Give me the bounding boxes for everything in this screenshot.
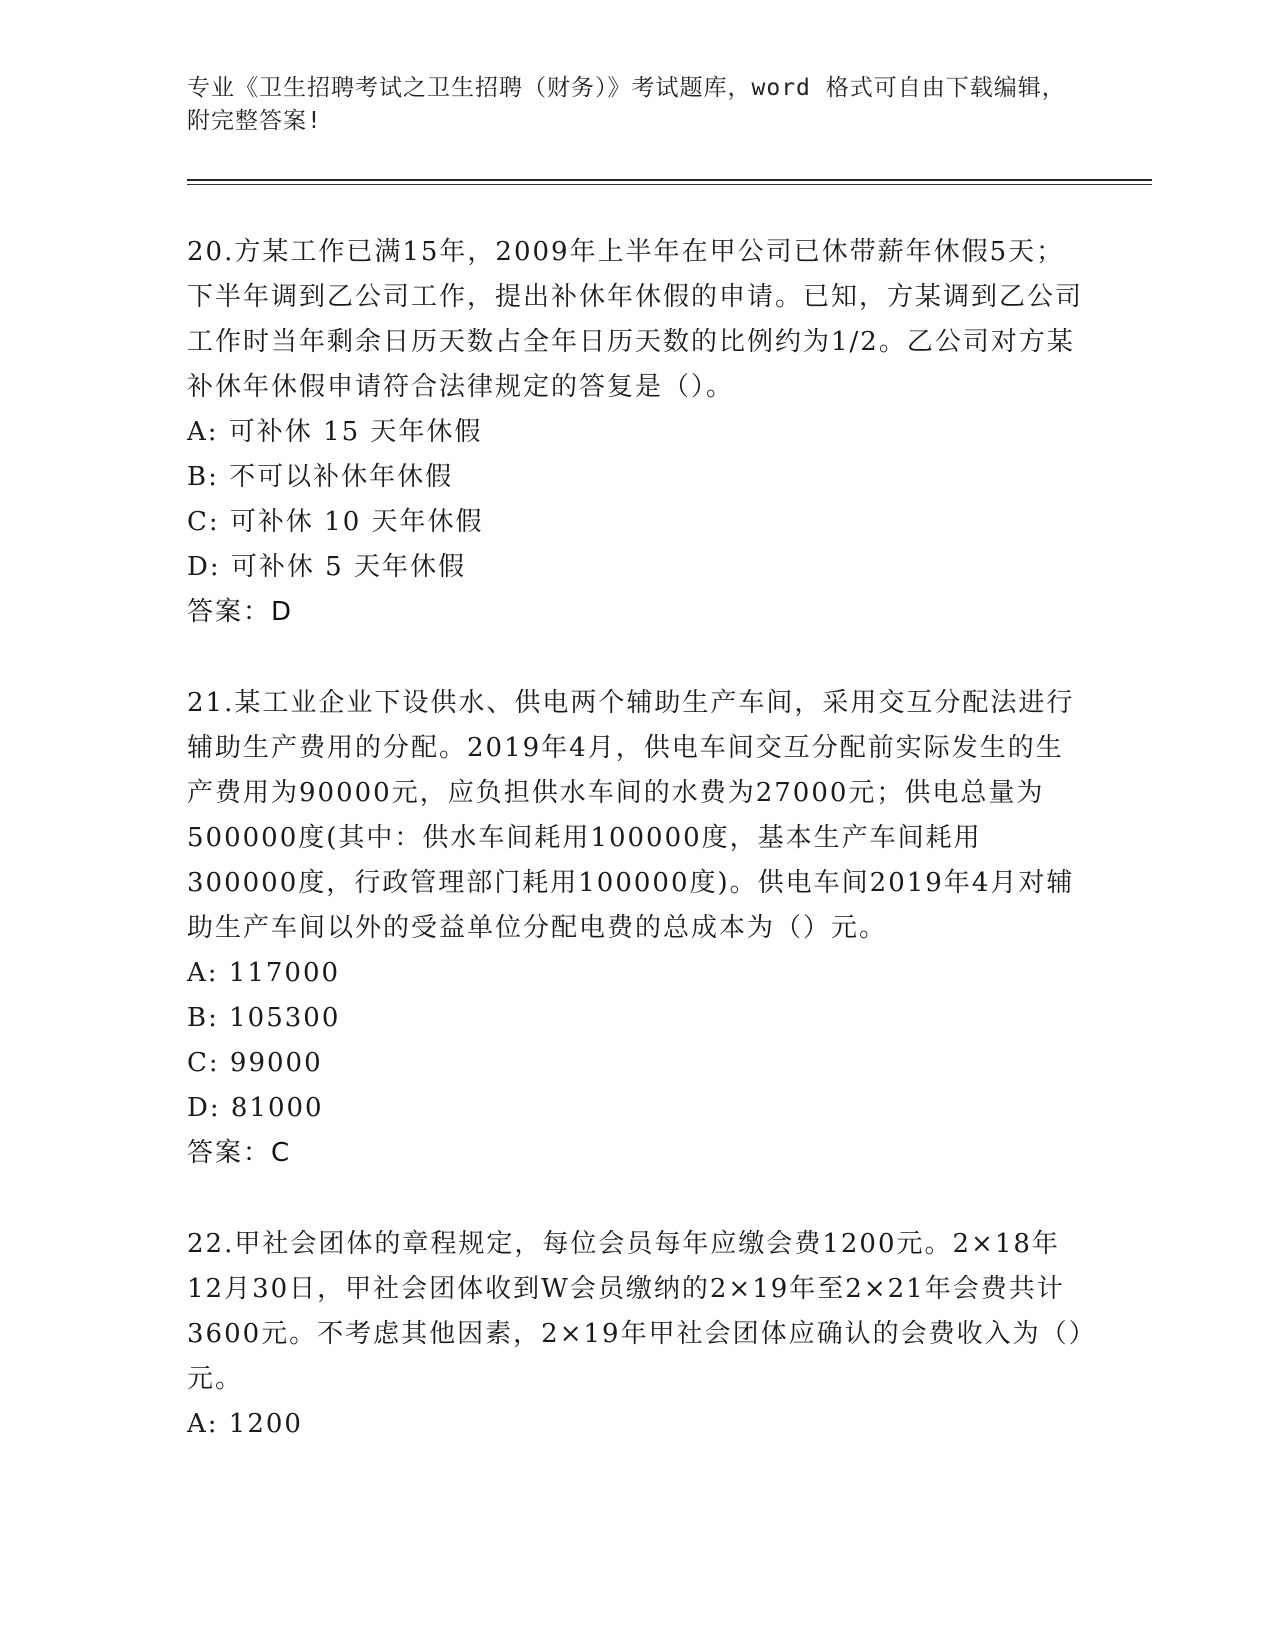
question-22: [187, 1222, 1087, 1447]
option-a: A: 可补休 15 天年休假: [187, 417, 483, 447]
question-stem: 20.方某工作已满15年，2009年上半年在甲公司已休带薪年休假5天；下半年调到乙公司工作，提出补休年休假的申请。已知，方某调到乙公司工作时当年剩余日历天数占全年日历天数的比例约为1/2。乙公司对方某补休年休假申请符合法律规定的答复是（）。: [187, 237, 1084, 402]
document-header: 专业《卫生招聘考试之卫生招聘（财务）》考试题库，word 格式可自由下载编辑，附完整答案!: [187, 75, 1066, 134]
option-a: A: 117000: [187, 958, 341, 988]
option-d: D: 可补休 5 天年休假: [187, 552, 466, 582]
answer-label: 答案：D: [187, 597, 294, 627]
option-c: C: 99000: [187, 1048, 323, 1078]
question-stem: 22.甲社会团体的章程规定，每位会员每年应缴会费1200元。2×18年12月30日，甲社会团体收到W会员缴纳的2×19年至2×21年会费共计3600元。不考虑其他因素，2×19年甲社会团体应确认的会费收入为（）元。: [187, 1229, 1084, 1394]
header-rule-thick: [187, 179, 1152, 181]
option-b: B: 不可以补休年休假: [187, 462, 454, 492]
question-stem: 21.某工业企业下设供水、供电两个辅助生产车间，采用交互分配法进行辅助生产费用的分配。2019年4月，供电车间交互分配前实际发生的生产费用为90000元，应负担供水车间的水费为27000元；供电总量为500000度(其中：供水车间耗用100000度，基本生产车间耗用300000度，行政管理部门耗用100000度)。供电车间2019年4月对辅助生产车间以外的受益单位分配电费的总成本为（）元。: [187, 688, 1075, 943]
header-rule-thin: [187, 184, 1152, 185]
question-list: [187, 230, 1087, 1493]
option-c: C: 可补休 10 天年休假: [187, 507, 484, 537]
question-21: [187, 681, 1087, 1176]
question-20: [187, 230, 1087, 635]
option-b: B: 105300: [187, 1003, 341, 1033]
option-d: D: 81000: [187, 1093, 324, 1123]
answer-label: 答案：C: [187, 1138, 292, 1168]
option-a: A: 1200: [187, 1409, 303, 1439]
